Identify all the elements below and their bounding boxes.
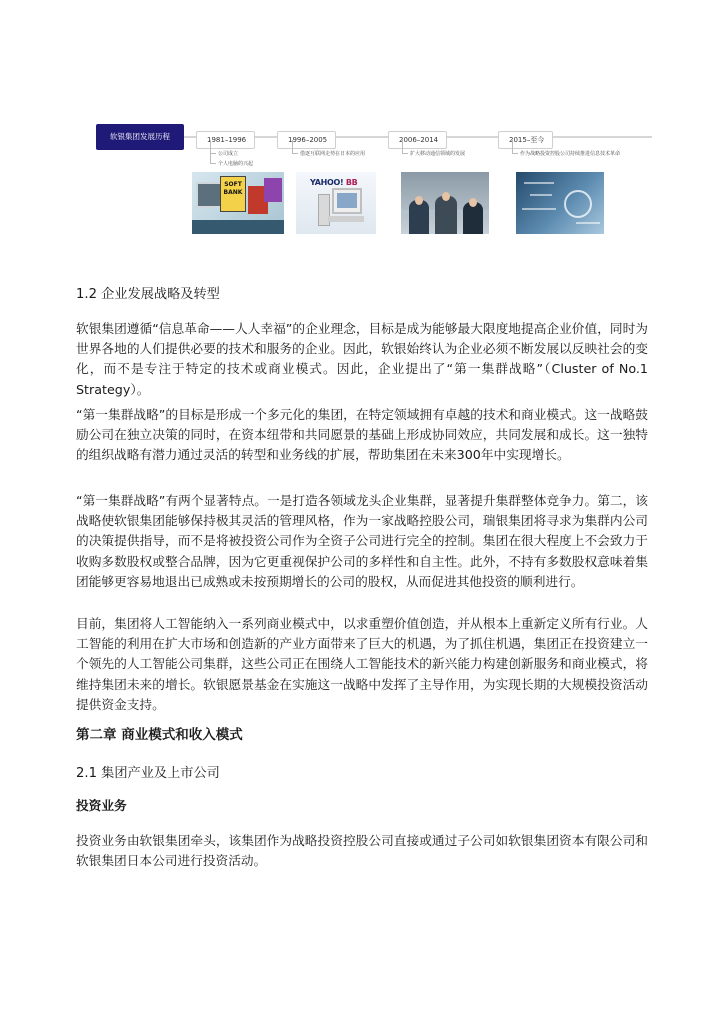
- softbank-box-label: SOFT BANK: [220, 176, 246, 212]
- paragraph-5: 投资业务由软银集团牵头，该集团作为战略投资控股公司直接或通过子公司如软银集团资本有限公司和软银集团日本公司进行投资活动。: [76, 833, 648, 869]
- paragraph-3: “第一集群战略”有两个显著特点。一是打造各领域龙头企业集群，显著提升集群整体竞争力。第二，该战略使软银集团能够保持极其灵活的管理风格，作为一家战略控股公司，瑞银集团将寻求为集群内公司的决策提供指导，而不是将被投资公司作为全资子公司进行完全的控制。集团在很大程度上不会致力于收购多数股权或整合品牌，因为它更重视保护公司的多样性和自主性。此外，不持有多数股权意味着集团能够更容易地退出已成熟或未按预期增长的公司的股权，从而促进其他投资的顺利进行。: [76, 493, 648, 589]
- timeline-item: 个人电脑的兴起: [210, 160, 253, 168]
- timeline-period-1: [196, 127, 255, 149]
- paragraph-4: 目前，集团将人工智能纳入一系列商业模式中，以求重塑价值创造，并从根本上重新定义所有行业。人工智能的利用在扩大市场和创造新的产业方面带来了巨大的机遇，为了抓住机遇，集团正在投资建立一个领先的人工智能公司集群，这些公司正在围绕人工智能技术的新兴能力构建创新服务和商业模式，将维持集团未来的增长。软银愿景基金在实施这一战略中发挥了主导作用，为实现长期的大规模投资活动提供资金支持。: [76, 616, 648, 712]
- mobile-business-photo: [401, 172, 489, 234]
- chapter-title: 第二章 商业模式和收入模式: [76, 727, 243, 743]
- timeline-period-label: 2015–至今: [498, 131, 553, 149]
- subsection-label: 投资业务: [76, 798, 127, 813]
- timeline-period-label: 1981–1996: [196, 131, 255, 149]
- paragraph-2: “第一集群战略”的目标是形成一个多元化的集团，在特定领域拥有卓越的技术和商业模式。这一战略鼓励公司在独立决策的同时，在资本纽带和共同愿景的基础上形成协同效应，共同发展和成长。这一独特的组织战略有潜力通过灵活的转型和业务线的扩展，帮助集团在未来300年中实现增长。: [76, 407, 648, 463]
- softbank-products-photo: [192, 172, 284, 234]
- section-heading-2-1: 2.1 集团产业及上市公司: [76, 766, 220, 781]
- yahoo-bb-computer-photo: [296, 172, 376, 234]
- timeline-period-3: [388, 127, 447, 149]
- timeline-period-label: 1996–2005: [277, 131, 336, 149]
- timeline-item: 借逐互联网走势在日本的应用: [292, 150, 365, 158]
- timeline-title: 软银集团发展历程: [96, 124, 184, 150]
- timeline-period-label: 2006–2014: [388, 131, 447, 149]
- yahoo-logo: YAHOO! BB: [310, 178, 358, 187]
- timeline-period-2: [277, 127, 336, 149]
- timeline-item: 作为战略投资控股公司持续推进信息技术革命: [512, 150, 620, 158]
- section-heading-1-2: 1.2 企业发展战略及转型: [76, 287, 220, 302]
- timeline-item: 公司成立: [210, 150, 238, 158]
- timeline-period-4: [498, 127, 553, 149]
- timeline-figure: [96, 120, 656, 240]
- timeline-item: 扩大移动通信领域的发展: [402, 150, 465, 158]
- paragraph-1: 软银集团遵循“信息革命——人人幸福”的企业理念，目标是成为能够最大限度地提高企业价值，同时为世界各地的人们提供必要的技术和服务的企业。因此，软银始终认为企业必须不断发展以反映社会的变化，而不是专注于特定的技术或商业模式。因此，企业提出了“第一集群战略”（Cluster of No.1 Strategy）。: [76, 321, 648, 397]
- technology-abstract-photo: [516, 172, 604, 234]
